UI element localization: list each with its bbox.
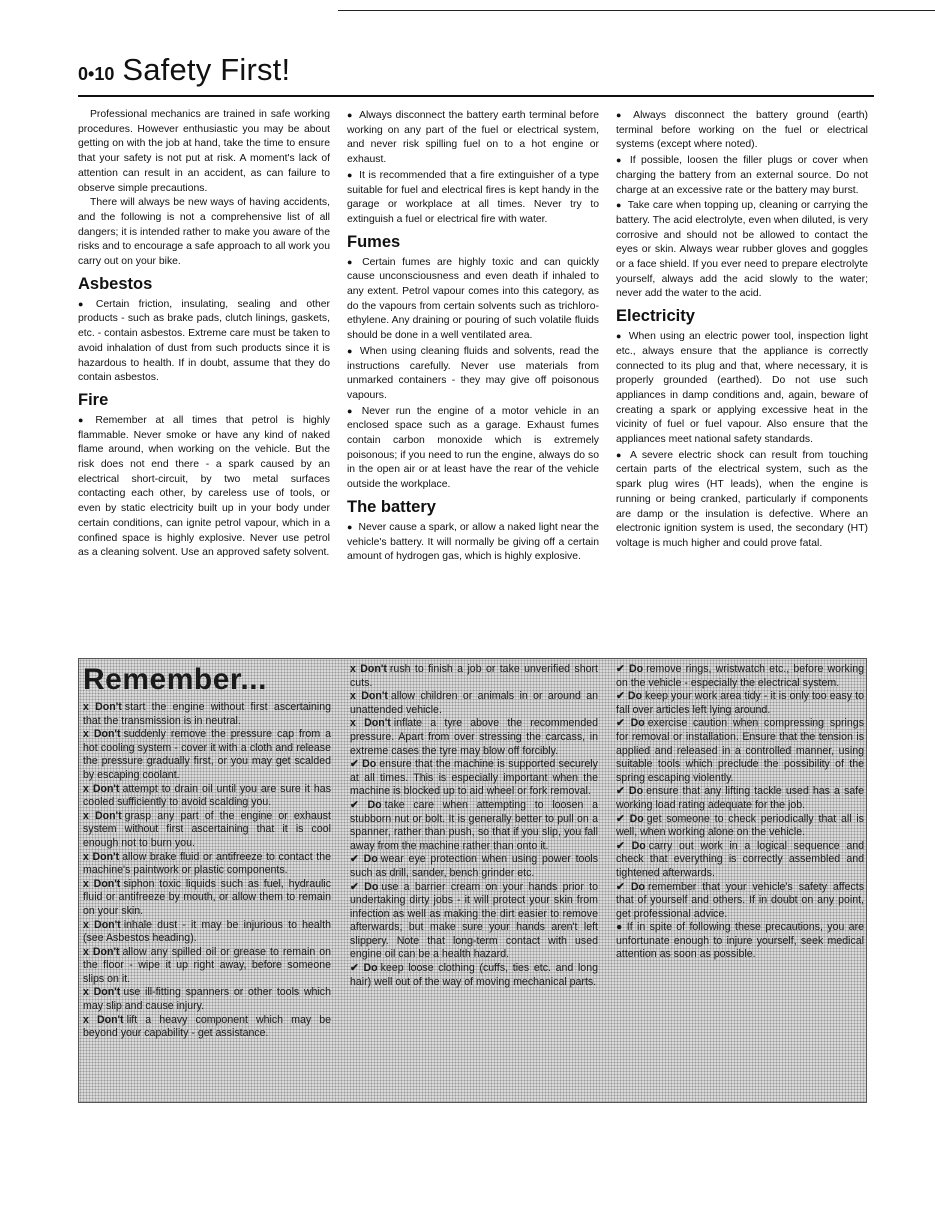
remember-item-text: start the engine without first ascertaining that the transmission is in neutral.	[83, 701, 331, 727]
remember-item	[83, 919, 331, 946]
remember-item-text: grasp any part of the engine or exhaust system without first ascertaining that it is cool enough not to burn you.	[83, 809, 331, 849]
remember-item-text: inflate a tyre above the recommended pressure. Apart from over stressing the carcass, in extreme cases the tyre may blow off forcibly.	[350, 717, 599, 757]
remember-item-text: remember that your vehicle's safety affects that of yourself and others. If in doubt on any point, get professional advice.	[616, 880, 864, 920]
remember-item-marker: ✔ Do	[350, 758, 377, 771]
remember-item-marker: x Don't	[83, 877, 121, 890]
remember-item-text: keep loose clothing (cuffs, ties etc. and long hair) well out of the way of moving mechanical parts.	[350, 962, 598, 988]
remember-item-marker: x Don't	[83, 918, 121, 931]
remember-item-text: get someone to check periodically that all is well, when working alone on the vehicle.	[616, 812, 864, 839]
remember-item	[616, 663, 864, 690]
remember-item-marker: ✔ Do	[616, 812, 644, 825]
remember-item	[350, 690, 598, 717]
remember-item	[350, 663, 598, 690]
remember-item-marker: ✔ Do	[350, 853, 378, 866]
remember-list-1	[83, 701, 331, 1041]
remember-item-marker: ✔ Do	[616, 785, 644, 798]
remember-item-marker: x Don't	[350, 717, 391, 730]
remember-item-text: allow brake fluid or antifreeze to contact the machine's paintwork or plastic components.	[83, 850, 331, 877]
remember-item-marker: x Don't	[83, 986, 121, 999]
section-heading-battery: The battery	[347, 497, 436, 516]
remember-item-marker: x Don't	[350, 663, 387, 675]
remember-item-text: inhale dust - it may be injurious to health (see Asbestos heading).	[83, 918, 331, 945]
bullet-item: ● Take care when topping up, cleaning or carrying the battery. The acid electrolyte, even when diluted, is very corrosive and should not be allowed to contact the eyes or skin. Always wear rubber gloves and goggles or a face shield. If you ever need to prepare electrolyte yourself, always add the acid slowly to the water; never add the water to the acid.	[616, 198, 868, 302]
remember-item-marker: ✔ Do	[616, 880, 645, 893]
remember-item	[616, 840, 864, 881]
remember-item-marker: x Don't	[83, 1013, 124, 1026]
bullet-item: ● Certain friction, insulating, sealing and other products - such as brake pads, clutch linings, gaskets, etc. - contain asbestos. Extreme care must be taken to avoid inhalation of dust from such products since it is hazardous to health. If in doubt, assume that they do contain asbestos.	[78, 297, 330, 386]
bullet-item: ● A severe electric shock can result from touching certain parts of the electrical system, such as the spark plug wires (HT leads), when the engine is running or being cranked, particularly if components are damp or the insulation is defective. Where an electronic ignition system is used, the secondary (HT) voltage is much higher and could prove fatal.	[616, 448, 868, 552]
bullet-item: ● When using an electric power tool, inspection light etc., always ensure that the appliance is correctly connected to its plug and that, where necessary, it is properly grounded (earthed). Do not use such appliances in damp conditions and, again, beware of creating a spark or applying excessive heat in the vicinity of fuel or fuel vapour. Also ensure that the appliances meet national safety standards.	[616, 329, 868, 448]
remember-item-marker: ✔ Do	[616, 839, 646, 852]
remember-item-text: rush to finish a job or take unverified short cuts.	[350, 663, 598, 689]
page-number: 0•10	[78, 64, 115, 84]
remember-item-text: keep your work area tidy - it is only too easy to fall over articles left lying around.	[616, 690, 864, 716]
remember-list-3	[616, 663, 864, 962]
remember-item-marker: x Don't	[83, 850, 120, 863]
remember-item-text: use ill-fitting spanners or other tools which may slip and cause injury.	[83, 986, 331, 1013]
remember-item	[350, 758, 598, 799]
top-rule	[338, 10, 935, 11]
intro-paragraph: Professional mechanics are trained in safe working procedures. However enthusiastic you may be about getting on with the job at hand, take the time to ensure that your safety is not put at risk. A moment's lack of attention can result in an accident, as can failure to observe simple precautions.	[78, 109, 330, 194]
remember-item-text: lift a heavy component which may be beyond your capability - get assistance.	[83, 1013, 331, 1040]
remember-item	[83, 728, 331, 782]
remember-item-marker: x Don't	[350, 690, 388, 703]
bullet-item: ● Remember at all times that petrol is highly flammable. Never smoke or have any kind of naked flame around, when working on the vehicle. But the risk does not end there - a spark caused by an electrical short-circuit, by two metal surfaces contacting each other, by careless use of tools, or even by static electricity built up in your body under certain conditions, can ignite petrol vapour, which in a confined space is highly explosive. Never use petrol as a cleaning solvent. Use an approved safety solvent.	[78, 413, 330, 561]
bullet-item: ● Certain fumes are highly toxic and can quickly cause unconsciousness and even death if inhaled to any extent. Petrol vapour comes into this category, as do the vapours from certain solvents such as trichloro-ethylene. Any draining or pouring of such volatile fluids should be done in a well ventilated area.	[347, 255, 599, 344]
intro-paragraph: There will always be new ways of having accidents, and the following is not a comprehensive list of all dangers; it is intended rather to make you aware of the risks and to encourage a safe approach to all work you carry out on your bike.	[78, 197, 330, 268]
remember-item-text: exercise caution when compressing springs for removal or installation. Ensure that the tension is applied and released in a controlled manner, using suitable tools which preclude the possibility of the spring escaping violently.	[616, 717, 864, 784]
bullet-item: ● It is recommended that a fire extinguisher of a type suitable for fuel and electrical fires is kept handy in the garage or workplace at all times. Never try to extinguish a fuel or electrical fire with water.	[347, 168, 599, 228]
remember-item-marker: ●	[616, 921, 624, 934]
section-heading-asbestos: Asbestos	[78, 274, 153, 293]
remember-title: Remember...	[83, 663, 267, 696]
text-column-2	[347, 108, 599, 565]
remember-item	[616, 785, 864, 812]
remember-item	[83, 986, 331, 1013]
remember-item	[350, 717, 598, 758]
page-header	[78, 52, 290, 88]
remember-item-text: take care when attempting to loosen a stubborn nut or bolt. It is generally better to pull on a spanner, rather than push, so that if you slip, you fall away from the machine rather than onto it.	[350, 798, 598, 852]
remember-item	[83, 783, 331, 810]
remember-item-text: ensure that any lifting tackle used has a safe working load rating adequate for the job.	[616, 785, 864, 811]
remember-item	[616, 690, 864, 717]
remember-item-text: allow children or animals in or around an unattended vehicle.	[350, 690, 598, 716]
section-heading-fumes: Fumes	[347, 232, 401, 251]
bullet-item: ● If possible, loosen the filler plugs or cover when charging the battery from an external source. Do not charge at an excessive rate or the battery may burst.	[616, 153, 868, 198]
remember-item-marker: ✔ Do	[616, 690, 643, 703]
remember-item-marker: x Don't	[83, 809, 122, 822]
remember-column-3	[616, 663, 864, 962]
remember-item-text: siphon toxic liquids such as fuel, hydraulic fluid or antifreeze by mouth, or allow them to remain on your skin.	[83, 877, 331, 917]
remember-item-text: If in spite of following these precautions, you are unfortunate enough to injure yourself, seek medical attention as soon as possible.	[616, 921, 864, 961]
remember-item-text: wear eye protection when using power tools such as drill, sander, bench grinder etc.	[350, 853, 598, 879]
text-column-1	[78, 108, 330, 561]
section-heading-electricity: Electricity	[616, 307, 695, 326]
remember-item-text: carry out work in a logical sequence and check that everything is correctly assembled and tightened afterwards.	[616, 839, 864, 879]
remember-item	[350, 881, 598, 963]
bullet-item: ● Always disconnect the battery ground (earth) terminal before working on the fuel or electrical systems (except where noted).	[616, 108, 868, 153]
bullet-item: ● When using cleaning fluids and solvents, read the instructions carefully. Never use materials from unmarked containers - they may give off poisonous vapours.	[347, 344, 599, 404]
remember-item-text: ensure that the machine is supported securely at all times. This is especially important when the machine is blocked up to aid wheel or fork removal.	[350, 758, 598, 798]
remember-item	[616, 813, 864, 840]
remember-item-marker: ✔ Do	[350, 962, 378, 975]
remember-item	[83, 878, 331, 919]
remember-item	[83, 1014, 331, 1041]
bullet-item: ● Always disconnect the battery earth terminal before working on any part of the fuel or electrical system, and never risk spilling fuel on to a hot engine or exhaust.	[347, 108, 599, 168]
remember-list-2	[350, 663, 598, 989]
bullet-item: ● Never run the engine of a motor vehicle in an enclosed space such as a garage. Exhaust fumes contain carbon monoxide which is extremely poisonous; if you need to run the engine, always do so in the open air or at least have the rear of the vehicle outside the workplace.	[347, 404, 599, 493]
page-title: Safety First!	[122, 52, 291, 87]
remember-column-2	[350, 663, 598, 989]
remember-item	[83, 810, 331, 851]
remember-item-marker: x Don't	[83, 782, 120, 795]
remember-item	[616, 717, 864, 785]
remember-item	[350, 799, 598, 853]
remember-item-text: attempt to drain oil until you are sure it has cooled sufficiently to avoid scalding you.	[83, 782, 331, 809]
remember-item	[83, 851, 331, 878]
text-column-3	[616, 108, 868, 552]
remember-item-marker: ✔ Do	[350, 880, 379, 893]
section-heading-fire: Fire	[78, 390, 109, 409]
remember-box	[78, 658, 867, 1103]
remember-item-marker: x Don't	[83, 728, 121, 741]
remember-item	[616, 881, 864, 922]
remember-column-1	[83, 663, 331, 1041]
remember-item	[616, 921, 864, 962]
remember-item-text: suddenly remove the pressure cap from a hot cooling system - cover it with a cloth and release the pressure gradually first, or you may get scalded by escaping coolant.	[83, 728, 331, 781]
remember-item	[350, 853, 598, 880]
remember-item-text: allow any spilled oil or grease to remain on the floor - wipe it up right away, before someone slips on it.	[83, 945, 331, 985]
remember-item-marker: ✔ Do	[616, 717, 645, 730]
remember-item-marker: x Don't	[83, 701, 122, 713]
remember-item-marker: ✔ Do	[616, 663, 644, 675]
remember-item-marker: ✔ Do	[350, 798, 382, 811]
remember-item-text: remove rings, wristwatch etc., before working on the vehicle - especially the electrical system.	[616, 663, 864, 689]
remember-item-marker: x Don't	[83, 945, 120, 958]
header-rule	[78, 95, 874, 97]
remember-item	[83, 946, 331, 987]
remember-item	[83, 701, 331, 728]
bullet-item: ● Never cause a spark, or allow a naked light near the vehicle's battery. It will normally be giving off a certain amount of hydrogen gas, which is highly explosive.	[347, 520, 599, 565]
remember-item-text: use a barrier cream on your hands prior to undertaking dirty jobs - it will protect your skin from infection as well as making the dirt easier to remove afterwards; but make sure your hands aren't left slippery. Note that long-term contact with used engine oil can be a health hazard.	[350, 880, 598, 961]
remember-item	[350, 962, 598, 989]
